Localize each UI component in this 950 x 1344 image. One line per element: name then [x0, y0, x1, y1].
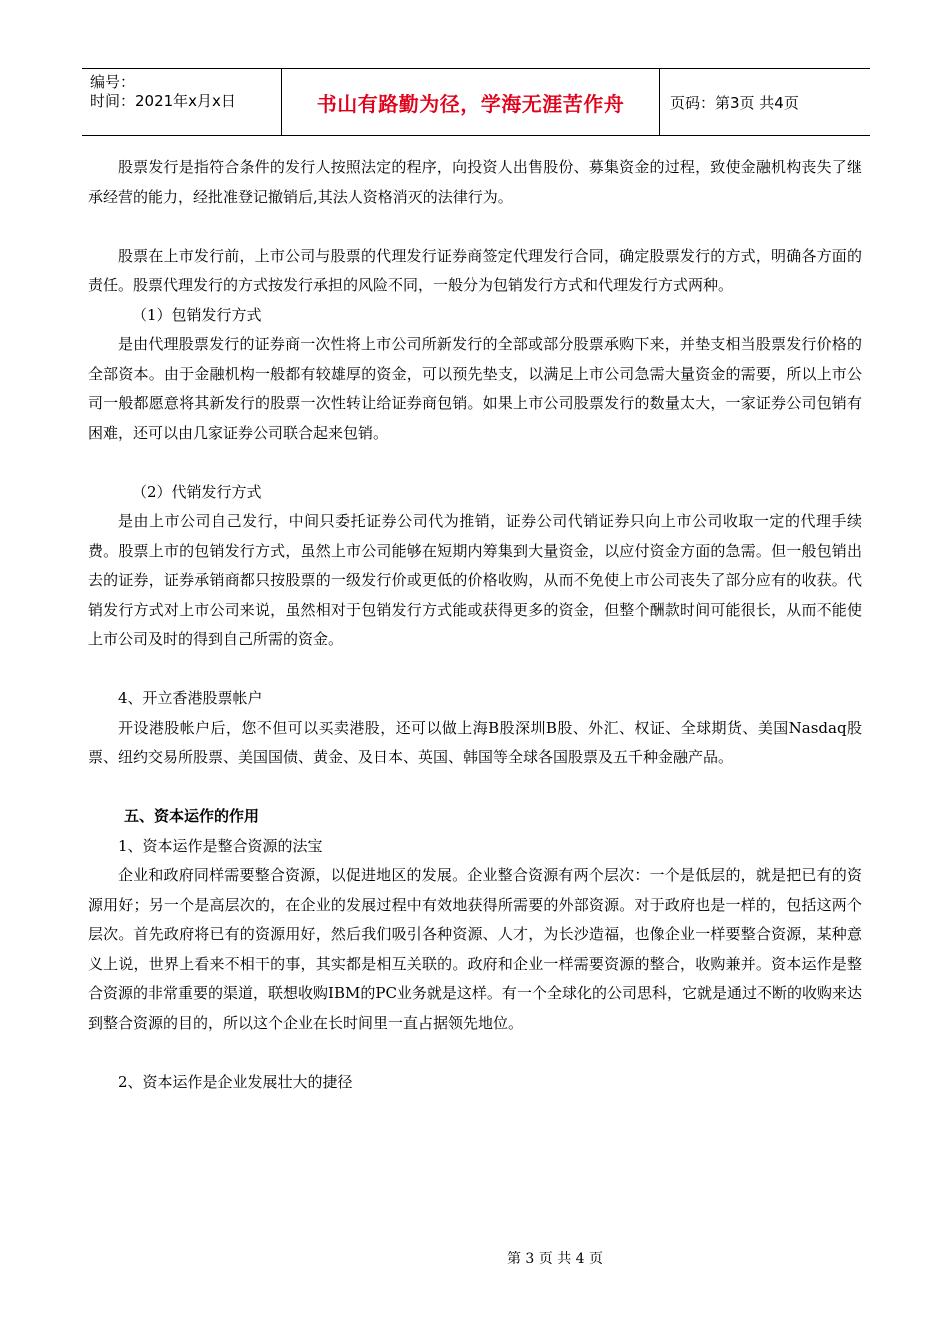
- page-footer: 第 3 页 共 4 页: [506, 1251, 604, 1267]
- heading-agency: （2）代销发行方式: [132, 482, 262, 501]
- paragraph-stock-issuance: 股票发行是指符合条件的发行人按照法定的程序，向投资人出售股份、募集资金的过程，致使金融机构丧失了继承经营的能力，经批准登记撤销后,其法人资格消灭的法律行为。: [88, 158, 862, 206]
- header-page-info: 页码：第3页 共4页: [670, 93, 799, 112]
- doc-number-label: 编号：: [90, 73, 136, 91]
- paragraph-issuance-methods: 股票在上市发行前，上市公司与股票的代理发行证券商签定代理发行合同，确定股票发行的方式，明确各方面的责任。股票代理发行的方式按发行承担的风险不同，一般分为包销发行方式和代理发行方式两种。: [88, 246, 862, 294]
- heading-underwriting: （1）包销发行方式: [132, 305, 262, 324]
- paragraph-resource-integration: 企业和政府同样需要整合资源，以促进地区的发展。企业整合资源有两个层次：一个是低层的，就是把已有的资源用好；另一个是高层次的，在企业的发展过程中有效地获得所需要的外部资源。对于政府也是一样的，包括这两个层次。首先政府将已有的资源用好，然后我们吸引各种资源、人才，为长沙造福，也像企业一样要整合资源，某种意义上说，世界上看来不相干的事，其实都是相互关联的。政府和企业一样需要资源的整合，收购兼并。资本运作是整合资源的非常重要的渠道，联想收购IBM的PC业务就是这样。有一个全球化的公司思科，它就是通过不断的收购来达到整合资源的目的，所以这个企业在长时间里一直占据领先地位。: [88, 866, 862, 1032]
- document-body: [88, 153, 862, 1097]
- heading-hk-account: 4、开立香港股票帐户: [118, 689, 263, 707]
- header-motto: 书山有路勤为径，学海无涯苦作舟: [282, 69, 660, 135]
- header-left-cell: [82, 69, 282, 135]
- heading-resource-integration: 1、资本运作是整合资源的法宝: [118, 836, 323, 855]
- paragraph-underwriting: 是由代理股票发行的证券商一次性将上市公司所新发行的全部或部分股票承购下来，并垫支相当股票发行价格的全部资本。由于金融机构一般都有较雄厚的资金，可以预先垫支，以满足上市公司急需大量资金的需要，所以上市公司一般都愿意将其新发行的股票一次性转让给证券商包销。如果上市公司股票发行的数量太大，一家证券公司包销有困难，还可以由几家证券公司联合起来包销。: [88, 335, 862, 442]
- doc-time-label: 时间：2021年x月x日: [90, 92, 236, 110]
- section-heading-capital-operation: 五、资本运作的作用: [124, 807, 260, 825]
- header-table: [82, 68, 870, 136]
- heading-growth-shortcut: 2、资本运作是企业发展壮大的捷径: [118, 1072, 353, 1091]
- paragraph-hk-account: 开设港股帐户后，您不但可以买卖港股，还可以做上海B股深圳B股、外汇、权证、全球期货、美国Nasdaq股票、纽约交易所股票、美国国债、黄金、及日本、英国、韩国等全球各国股票及五千种金融产品。: [88, 718, 862, 766]
- paragraph-agency: 是由上市公司自己发行，中间只委托证券公司代为推销，证券公司代销证券只向上市公司收取一定的代理手续费。股票上市的包销发行方式，虽然上市公司能够在短期内筹集到大量资金，以应付资金方面的急需。但一般包销出去的证券，证券承销商都只按股票的一级发行价或更低的价格收购，从而不免使上市公司丧失了部分应有的收获。代销发行方式对上市公司来说，虽然相对于包销发行方式能或获得更多的资金，但整个酬款时间可能很长，从而不能使上市公司及时的得到自己所需的资金。: [88, 512, 862, 648]
